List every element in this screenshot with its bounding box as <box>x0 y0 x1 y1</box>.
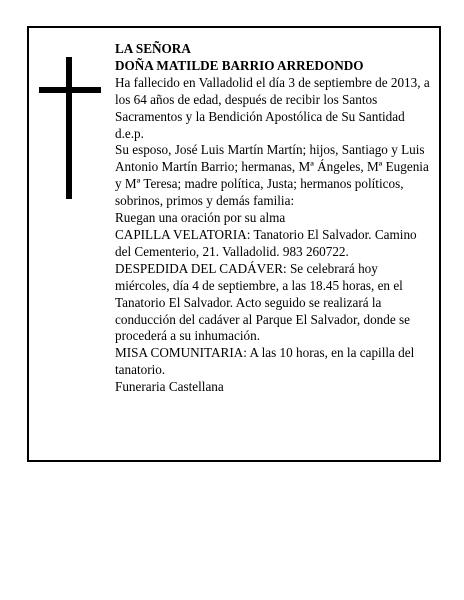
obituary-notice <box>27 26 441 462</box>
notice-title: LA SEÑORA <box>115 41 191 56</box>
dep-abbreviation: d.e.p. <box>115 125 144 141</box>
deceased-name: DOÑA MATILDE BARRIO ARREDONDO <box>115 57 364 73</box>
cross-vertical-bar <box>66 57 72 199</box>
cross-horizontal-bar <box>39 87 101 93</box>
death-statement: Ha fallecido en Valladolid el día 3 de septiembre de 2013, a los 64 años de edad, después de recibir los Santos Sacramentos y la Bendición Apostólica de Su Santidad <box>115 74 430 124</box>
farewell-info: DESPEDIDA DEL CADÁVER: Se celebrará hoy miércoles, día 4 de septiembre, a las 18.45 horas, en el Tanatorio El Salvador. Acto seguido se realizará la conducción del cadáver al Parque El Salvador, donde se procederá a su inhumación. <box>115 260 410 344</box>
cross-icon <box>39 57 101 199</box>
family-list: Su esposo, José Luis Martín Martín; hijos, Santiago y Luis Antonio Martín Barrio; hermanas, Mª Ángeles, Mª Eugenia y Mª Teresa; madre política, Justa; hermanos políticos, sobrinos, primos y demás familia: <box>115 142 429 209</box>
funeral-home: Funeraria Castellana <box>115 379 224 395</box>
prayer-request: Ruegan una oración por su alma <box>115 210 286 226</box>
chapel-info: CAPILLA VELATORIA: Tanatorio El Salvador. Camino del Cementerio, 21. Valladolid. 983 260722. <box>115 226 417 259</box>
mass-info: MISA COMUNITARIA: A las 10 horas, en la capilla del tanatorio. <box>115 345 415 378</box>
notice-text <box>115 41 433 396</box>
